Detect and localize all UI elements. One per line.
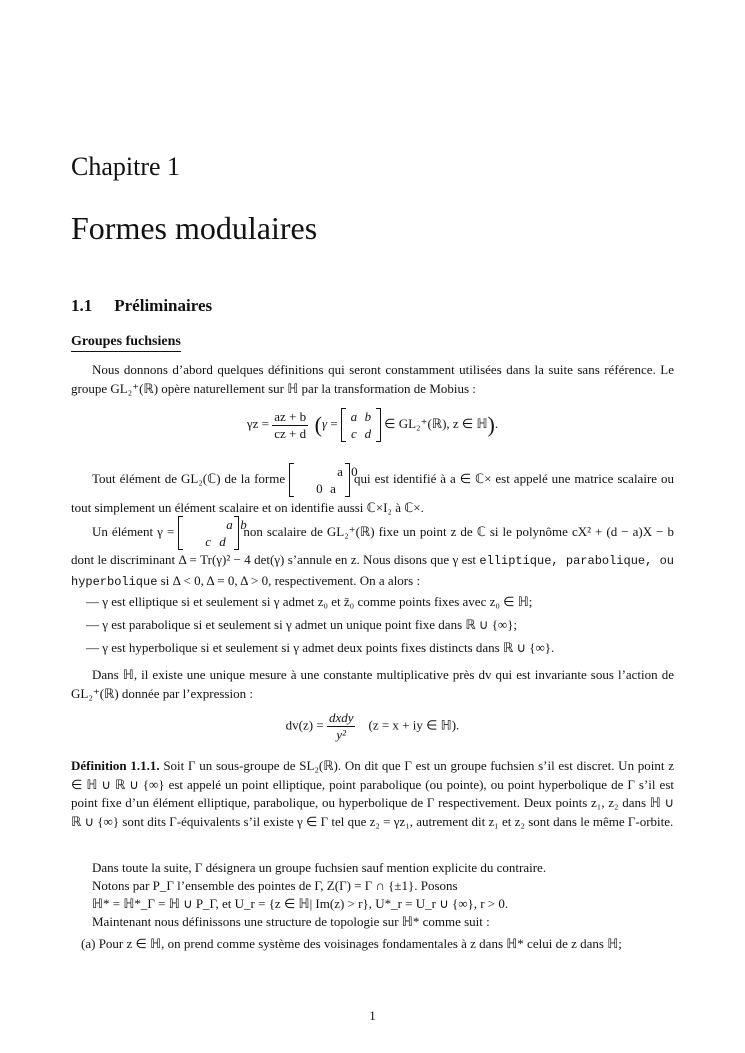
matrix-cell: b bbox=[364, 409, 372, 424]
equation-mobius: γz = $\frac{az + b}{cz + d}$ (γ = a b c d ∈ GL₂⁺(ℝ), z ∈ ℍ). bbox=[246, 408, 499, 441]
section-number: 1.1 bbox=[71, 296, 93, 315]
matrix-cell: 0 bbox=[316, 481, 323, 496]
section-name: Préliminaires bbox=[114, 296, 213, 315]
bullet-hyperbolic: — γ est hyperbolique si et seulement si γ admet deux points fixes distincts dans ℝ ∪ {∞}. bbox=[86, 640, 555, 655]
matrix-cell: d bbox=[364, 426, 372, 441]
matrix-cell: 0 bbox=[351, 464, 358, 479]
item-a-text: Pour z ∈ ℍ, on prend comme système des voisinages fondamentales à z dans ℍ* celui de z dans ℍ; bbox=[98, 936, 622, 951]
matrix-cell: c bbox=[351, 426, 357, 441]
definition-label: Définition 1.1.1. bbox=[71, 758, 160, 773]
paragraph-measure: Dans ℍ, il existe une unique mesure à une constante multiplicative près dv qui est invariante sous l’action de GL₂⁺(ℝ) donnée par l’expression : bbox=[71, 667, 674, 701]
eq1-rhs: ∈ GL₂⁺(ℝ), z ∈ ℍ bbox=[384, 415, 488, 431]
page-number: 1 bbox=[369, 1008, 376, 1023]
equation-measure bbox=[71, 710, 674, 743]
paragraph-fixed-points bbox=[71, 516, 674, 592]
line-cusps: Notons par P_Γ l’ensemble des pointes de Γ, Z(Γ) = Γ ∩ {±1}. Posons bbox=[92, 878, 458, 893]
eq2-denominator: y² bbox=[336, 727, 347, 742]
paragraph-scalar bbox=[71, 463, 674, 518]
bullet-elliptic: — γ est elliptique si et seulement si γ admet z₀ et z̄₀ comme points fixes avec z₀ ∈ ℍ; bbox=[86, 594, 533, 609]
eq2-lhs: dv(z) = bbox=[285, 717, 324, 733]
matrix-cell: c bbox=[205, 534, 212, 549]
eq2-numerator: dxdy bbox=[328, 710, 354, 725]
line-fuchsian: Dans toute la suite, Γ désignera un groupe fuchsien sauf mention explicite du contraire. bbox=[92, 860, 547, 875]
matrix-scalar bbox=[289, 463, 358, 497]
definition-text: Soit Γ un sous-groupe de SL₂(ℝ). On dit que Γ est un groupe fuchsien s’il est discret. Un point z ∈ ℍ ∪ ℝ ∪ {∞} est appelé un point elliptique, point parabolique (ou pointe), ou point hyperbolique de Γ s’il est point fixe d’un élément elliptique, parabolique, ou hyperbolique de Γ respectivement. Deux points z₁, z₂ dans ℍ ∪ ℝ ∪ {∞} sont dits Γ-équivalents s’il existe γ ∈ Γ tel que z₂ = γz₁, autrement dit z₁ et z₂ sont dans le même Γ-orbite. bbox=[71, 758, 675, 829]
item-a bbox=[71, 935, 674, 954]
chapter-title: Formes modulaires bbox=[71, 210, 318, 246]
scalar-text-a: Tout élément de GL₂(ℂ) de la forme bbox=[92, 470, 286, 486]
fixed-text-a: Un élément γ = bbox=[92, 523, 175, 539]
chapter-label: Chapitre 1 bbox=[71, 152, 181, 181]
matrix-cell: d bbox=[219, 534, 226, 549]
matrix-gamma-inline bbox=[178, 516, 247, 550]
eq2-fraction bbox=[327, 710, 356, 743]
scalar-text-b: qui est identifié à a ∈ ℂ× est appelé une matrice scalaire ou tout simplement un élément scalaire et on identifie aussi ℂ×I₂ à ℂ×. bbox=[71, 470, 675, 515]
item-a-label: (a) bbox=[81, 936, 96, 951]
fixed-text-c: si Δ < 0, Δ = 0, Δ > 0, respectivement. On a alors : bbox=[160, 573, 421, 588]
eq1-lhs: γz = bbox=[246, 415, 269, 431]
matrix-cell: a bbox=[337, 464, 343, 479]
eq1-fraction bbox=[272, 409, 308, 442]
bullet-parabolic: — γ est parabolique si et seulement si γ admet un unique point fixe dans ℝ ∪ {∞}; bbox=[86, 617, 518, 632]
matrix-cell: a bbox=[330, 481, 336, 496]
eq2-rhs: (z = x + iy ∈ ℍ). bbox=[368, 717, 460, 733]
fixed-text-mono: elliptique, parabolique, ou hyperbolique bbox=[71, 554, 674, 589]
fixed-text-b: non scalaire de GL₂⁺(ℝ) fixe un point z de ℂ si le polynôme cX² + (d − a)X − b dont le discriminant Δ = Tr(γ)² − 4 det(γ) s’annule en z. Nous disons que γ est bbox=[71, 523, 675, 567]
matrix-cell: b bbox=[240, 517, 247, 532]
line-upper-half: ℍ* = ℍ*_Γ = ℍ ∪ P_Γ, et U_r = {z ∈ ℍ| Im(z) > r}, U*_r = U_r ∪ {∞}, r > 0. bbox=[92, 896, 509, 911]
matrix-gamma bbox=[341, 408, 381, 442]
paragraph-intro: Nous donnons d’abord quelques définitions qui seront constamment utilisées dans la suite sans référence. Le groupe GL₂⁺(ℝ) opère naturellement sur ℍ par la transformation de Mobius : bbox=[71, 362, 674, 396]
matrix-cell: a bbox=[350, 409, 358, 424]
subsection-title: Groupes fuchsiens bbox=[71, 334, 181, 352]
eq1-denominator: cz + d bbox=[274, 425, 307, 441]
definition-block bbox=[71, 757, 674, 831]
matrix-cell: a bbox=[226, 517, 233, 532]
line-topology: Maintenant nous définissons une structure de topologie sur ℍ* comme suit : bbox=[92, 914, 490, 929]
section-title bbox=[71, 296, 212, 316]
eq1-numerator: az + b bbox=[274, 408, 307, 424]
